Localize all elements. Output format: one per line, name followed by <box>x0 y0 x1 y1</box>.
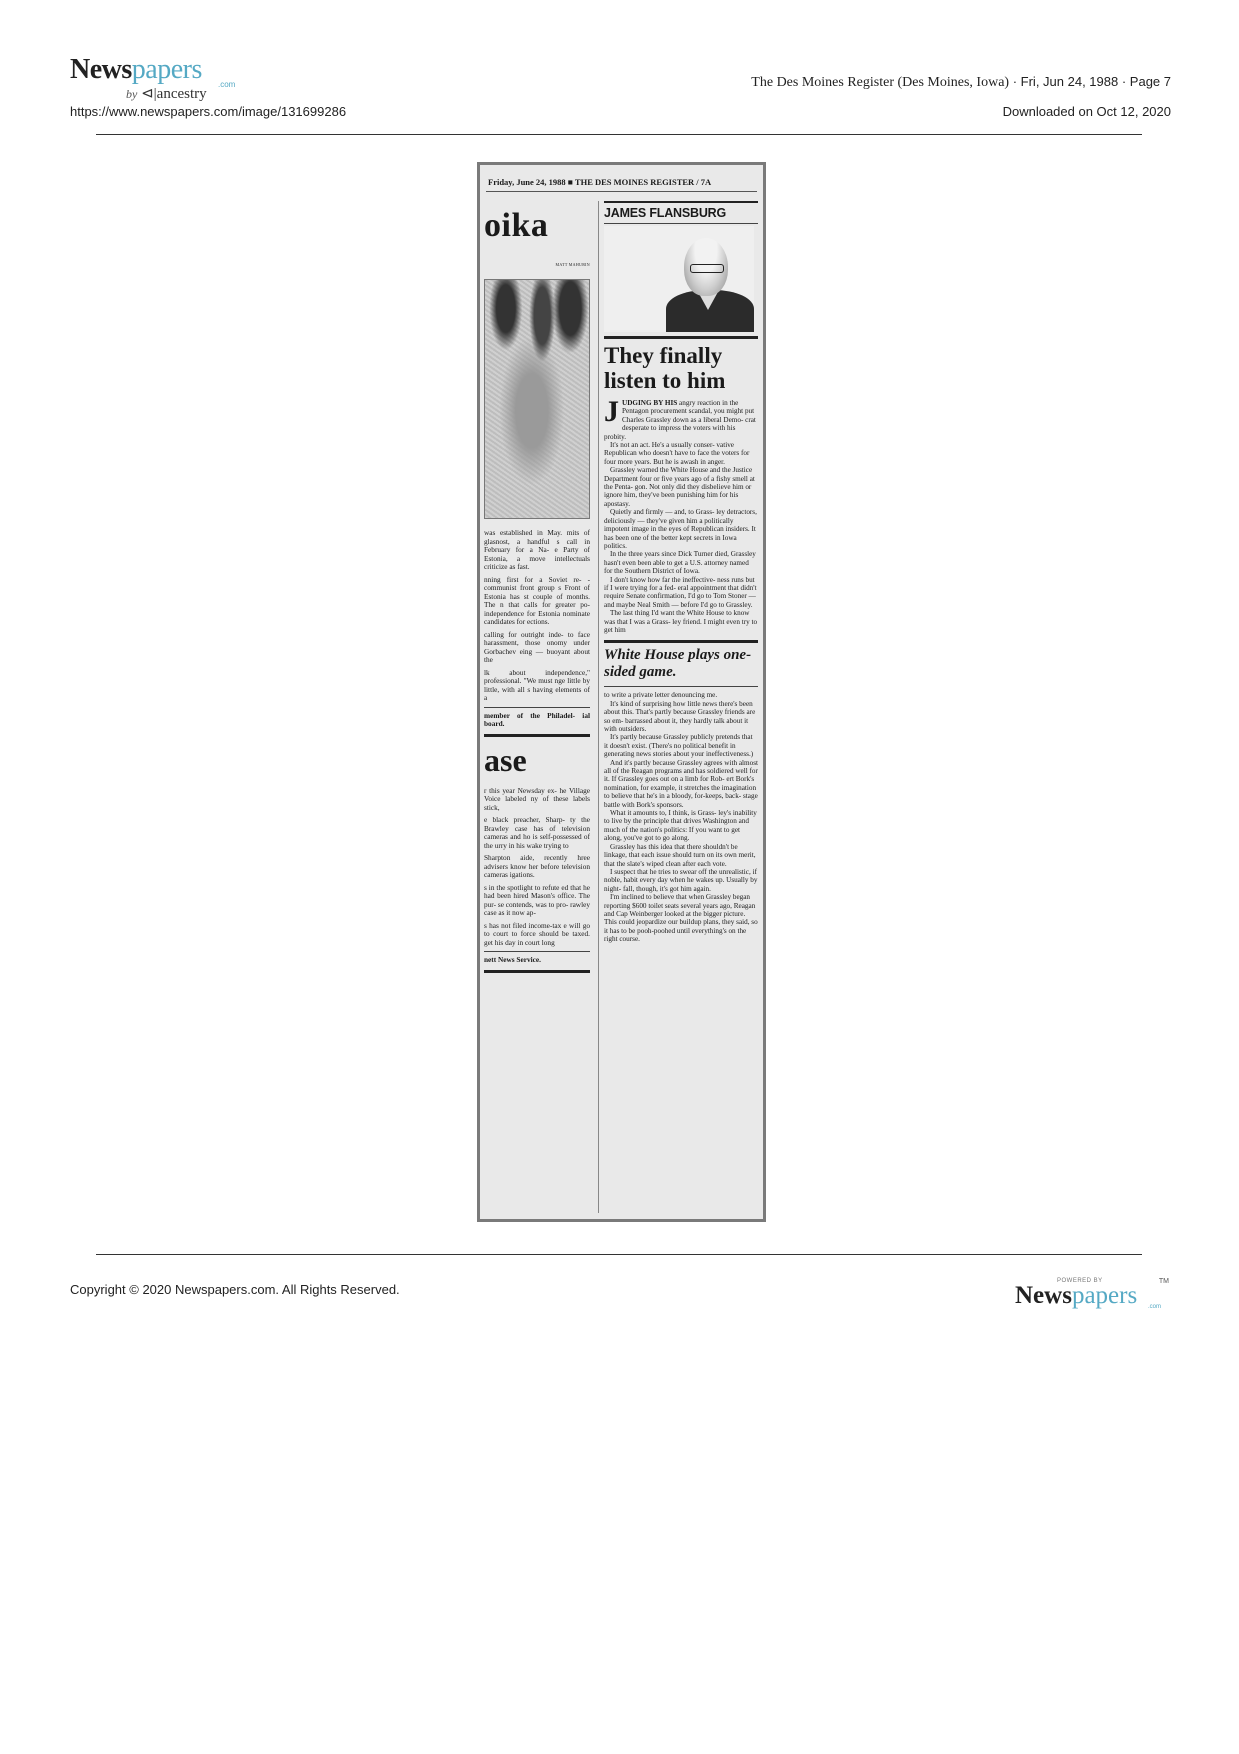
ancestry-icon: ⊲| <box>141 86 157 102</box>
newspapers-logo[interactable] <box>70 56 240 106</box>
body-paragraph: The last thing I'd want the White House to know was that I was a Grass- ley friend. I might even try to get him <box>604 609 758 634</box>
page-number: Page 7 <box>1129 74 1171 89</box>
footer-logo-com: .com <box>1147 1304 1161 1310</box>
lead-paragraph: JUDGING BY HIS angry reaction in the Pentagon procurement scandal, you might put Charles Grassley down as a liberal Demo- crat desperate to impress the voters with his probity. <box>604 395 756 441</box>
left-paragraph: r this year Newsday ex- he Village Voice labeled ny of these labels stick, <box>484 785 590 812</box>
body-paragraph: In the three years since Dick Turner died, Grassley hasn't even been able to get a U.S. attorney named for the Southern District of Iowa. <box>604 550 756 576</box>
photo-credit: MATT MAHURIN <box>555 262 590 267</box>
masthead-rule <box>486 191 757 192</box>
columnist-byline: JAMES FLANSBURG <box>604 206 727 220</box>
newspaper-clipping <box>477 162 766 1222</box>
powered-by-label: POWERED BY <box>1057 1278 1103 1284</box>
body-paragraph: to write a private letter denouncing me. <box>604 691 718 700</box>
left-column <box>484 201 590 1213</box>
columnist-portrait <box>604 226 754 332</box>
body-paragraph: I suspect that he tries to swear off the unrealistic, if noble, habit every day when he wakes up. Usually by night- fall, though, it's got him again. <box>604 867 758 893</box>
rule <box>484 951 590 952</box>
author-note: member of the Philadel- ial board. <box>484 710 590 728</box>
body-paragraph: Grassley warned the White House and the Justice Department four or five years ago of a fishy smell at the Penta- gon. Not only did they disbelieve him or ignore him, they've been punishing him for his apostasy. <box>604 466 755 508</box>
article-body <box>604 395 758 944</box>
footer-divider <box>96 1254 1142 1255</box>
body-paragraph: It's kind of surprising how little news there's been about this. That's partly because Grassley friends are so em- barrassed about it, they hardly talk about it with outsiders. <box>604 699 756 733</box>
second-headline-fragment: ase <box>484 741 527 778</box>
publication-info: The Des Moines Register (Des Moines, Iowa) · Fri, Jun 24, 1988 · Page 7 <box>751 74 1171 90</box>
left-paragraph: lk about independence," professional. "We must nge little by little, with all s having elements of a <box>484 667 590 702</box>
pull-quote: White House plays one-sided game. <box>604 640 758 687</box>
rule <box>484 707 590 708</box>
ancestry-byline: by ⊲|ancestry <box>126 86 207 102</box>
publication-date: Fri, Jun 24, 1988 <box>1020 74 1119 89</box>
column-divider <box>598 201 599 1213</box>
logo-wordmark: Newspapers <box>70 54 202 85</box>
clipping-masthead: Friday, June 24, 1988 ■ THE DES MOINES REGISTER / 7A <box>488 177 712 187</box>
illustration-image <box>484 279 590 519</box>
body-paragraph: It's not an act. He's a usually conser- vative Republican who doesn't have to face the voters for four more years. But he is awash in anger. <box>604 441 750 466</box>
article-headline: They finally listen to him <box>604 336 758 393</box>
body-paragraph: What it amounts to, I think, is Grass- ley's inability to live by the principle that drives Washington and much of the nation's politics: If you want to get along, you've got to go along. <box>604 809 757 843</box>
left-paragraph: s in the spotlight to refute ed that he had been hired Mason's office. The pur- se contends, was to pro- rawley case as it now ap- <box>484 882 590 917</box>
left-headline-fragment: oika <box>484 207 549 244</box>
download-date: Downloaded on Oct 12, 2020 <box>1002 104 1171 119</box>
publication-name: The Des Moines Register (Des Moines, Iowa) <box>751 75 1010 90</box>
left-paragraph: s has not filed income-tax e will go to court to force should be taxed. get his day in court long <box>484 920 590 947</box>
rule <box>484 970 590 973</box>
byline-box <box>604 201 758 224</box>
logo-com: .com <box>218 80 236 89</box>
body-paragraph: Grassley has this idea that there shouldn't be linkage, that each issue should turn on its own merit, that the slate's wiped clean after each vote. <box>604 842 756 868</box>
footer-wordmark: Newspapers <box>1015 1282 1138 1309</box>
service-note: nett News Service. <box>484 955 541 964</box>
left-paragraph: was established in May. mits of glasnost, a handful s call in February for a Na- e Party of Estonia, a move intellectuals criticize as fast. <box>484 528 590 571</box>
right-column <box>604 201 758 1213</box>
left-paragraph: calling for outright inde- to face harassment, those onomy under Gorbachev eing — buoyant about the <box>484 629 590 664</box>
header-divider <box>96 134 1142 135</box>
image-url[interactable]: https://www.newspapers.com/image/131699286 <box>70 104 347 119</box>
body-paragraph: Quietly and firmly — and, to Grass- ley detractors, deliciously — they've given him a politically impotent image in the eyes of Republican insiders. It has been one of the better kept secrets in Iowa politics. <box>604 508 757 550</box>
powered-by-logo[interactable] <box>1011 1278 1171 1310</box>
trademark: TM <box>1158 1278 1169 1285</box>
rule <box>484 734 590 737</box>
body-paragraph: I don't know how far the ineffective- ness runs but if I were trying for a fed- eral appointment that didn't require Senate confirmation, I'd go to Tom Stoner — and maybe Neal Smith — before I'd go to Grassley. <box>604 575 757 609</box>
body-paragraph: It's partly because Grassley publicly pretends that it doesn't exist. (There's no political benefit in generating news stories about your ineffectiveness.) <box>604 733 754 759</box>
drop-cap: J <box>604 395 619 428</box>
body-paragraph: And it's partly because Grassley agrees with almost all of the Reagan programs and has soldiered well for it. If Grassley goes out on a limb for Rob- ert Bork's nomination, for example, it stretches the imagination to believe that he's in a bloody, for-keeps, back- stage battle with Bork's sponsors. <box>604 758 758 809</box>
left-paragraph: Sharpton aide, recently hree advisers know her before television cameras igations. <box>484 853 590 879</box>
left-article-text <box>484 529 590 978</box>
left-paragraph: nning first for a Soviet re- -communist front group s Front of Estonia has st couple of months. The n that calls for greater po- independence for Estonia nominate candidates for ections. <box>484 574 590 626</box>
body-paragraph: I'm inclined to believe that when Grassley began reporting $600 toilet seats several years ago, Reagan and Cap Weinberger looked at the bigger picture. This could jeopardize our buildup plans, they said, so it has to be pooh-poohed until everything's on the right course. <box>604 893 758 944</box>
copyright-text: Copyright © 2020 Newspapers.com. All Rights Reserved. <box>70 1282 400 1297</box>
left-paragraph: e black preacher, Sharp- ty the Brawley case has of television cameras and ho is self-possessed of the urry in his wake trying to <box>484 815 590 850</box>
